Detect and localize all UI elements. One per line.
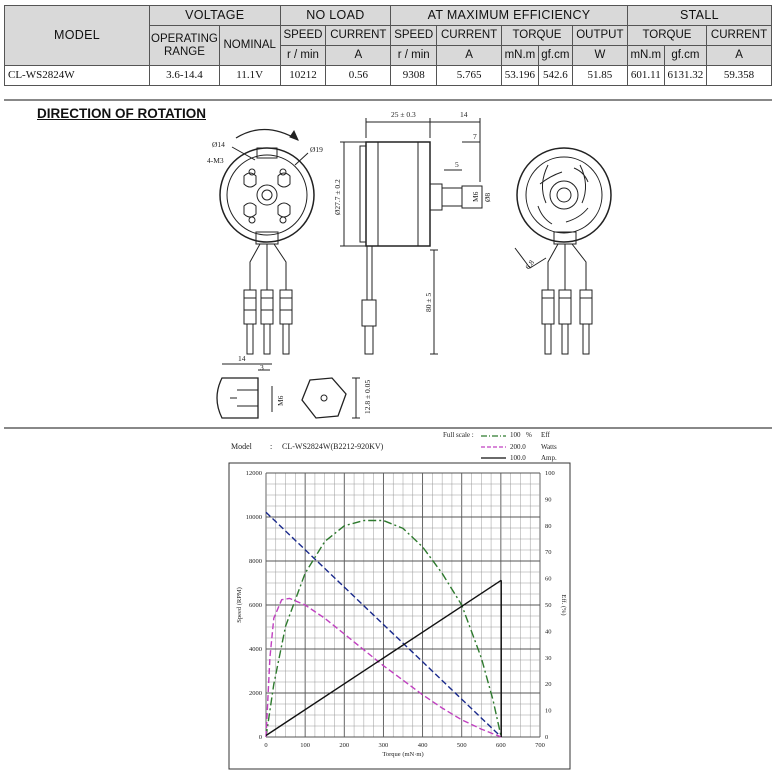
unit-a: A [437, 46, 502, 66]
hdr-model: MODEL [5, 6, 150, 66]
cell-me-torque-gfcm: 542.6 [538, 66, 572, 86]
unit-gfcm: gf.cm [664, 46, 706, 66]
cell-st-torque-mnm: 601.11 [627, 66, 664, 86]
hdr-st-torque: TORQUE [627, 26, 706, 46]
y-axis-label: Speed (RPM) [236, 587, 243, 623]
cell-nominal: 11.1V [219, 66, 280, 86]
amp-value: 100.0 [510, 454, 526, 462]
x-tick-label: 300 [378, 742, 389, 749]
full-scale-label: Full scale : [443, 431, 474, 439]
dim-l80: 80 ± 5 [424, 292, 433, 312]
hdr-me-current: CURRENT [437, 26, 502, 46]
unit-rpm: r / min [280, 46, 326, 66]
unit-a: A [326, 46, 391, 66]
x-tick-label: 500 [456, 742, 467, 749]
x-tick-label: 200 [339, 742, 350, 749]
unit-gfcm: gf.cm [538, 46, 572, 66]
y-tick-label: 10000 [245, 514, 262, 521]
direction-title: DIRECTION OF ROTATION [37, 106, 206, 121]
cell-st-current: 59.358 [707, 66, 772, 86]
x-tick-label: 600 [495, 742, 506, 749]
model-colon: : [270, 442, 273, 451]
y-tick-label: 12000 [245, 470, 262, 477]
y2-tick-label: 20 [545, 681, 552, 689]
dim-w25: 25 ± 0.3 [391, 110, 416, 119]
unit-a: A [707, 46, 772, 66]
dim-n3: 3 [260, 363, 264, 372]
model-label: Model [231, 442, 252, 451]
y-tick-label: 4000 [249, 646, 262, 653]
cell-operating-range: 3.6-14.4 [150, 66, 220, 86]
dim-w14: 14 [460, 110, 468, 119]
cell-me-current: 5.765 [437, 66, 502, 86]
unit-w: W [572, 46, 627, 66]
dim-d27: Ø27.7 ± 0.2 [333, 179, 342, 215]
eff-value: 100 [510, 431, 521, 439]
hdr-me-output: OUTPUT [572, 26, 627, 46]
dim-a68: 6.8 [523, 258, 537, 272]
y2-tick-label: 100 [545, 470, 555, 477]
hdr-max-eff: AT MAXIMUM EFFICIENCY [391, 6, 628, 26]
cell-nl-current: 0.56 [326, 66, 391, 86]
y2-tick-label: 80 [545, 522, 552, 530]
eff-unit: % [526, 431, 532, 439]
y-tick-label: 2000 [249, 690, 262, 697]
dim-d14: Ø14 [212, 140, 225, 149]
watts-value: 200.0 [510, 443, 526, 451]
hdr-st-current: CURRENT [707, 26, 772, 46]
unit-rpm: r / min [391, 46, 437, 66]
dim-nm6: M6 [276, 395, 285, 406]
dim-n14: 14 [238, 354, 246, 363]
dim-h12: 12.8 ± 0.05 [363, 379, 372, 414]
cell-model: CL-WS2824W [5, 66, 150, 86]
y2-tick-label: 10 [545, 707, 552, 715]
hdr-me-speed: SPEED [391, 26, 437, 46]
watts-name: Watts [541, 443, 557, 451]
y-tick-label: 8000 [249, 558, 262, 565]
y2-tick-label: 50 [545, 602, 552, 609]
y-tick-label: 6000 [249, 602, 262, 609]
y2-tick-label: 90 [545, 496, 552, 504]
dim-w7: 7 [473, 132, 477, 141]
cell-nl-speed: 10212 [280, 66, 326, 86]
y2-axis-label: Eff. (%) [560, 594, 567, 616]
cell-me-speed: 9308 [391, 66, 437, 86]
x-axis-label: Torque (mN·m) [382, 751, 424, 758]
cell-me-torque-mnm: 53.196 [502, 66, 539, 86]
model-value: CL-WS2824W(B2212-920KV) [282, 442, 384, 451]
y2-tick-label: 0 [545, 734, 549, 741]
dim-m6: M6 [471, 191, 480, 202]
y-tick-label: 0 [258, 734, 262, 741]
unit-mnm: mN.m [502, 46, 539, 66]
cell-st-torque-gfcm: 6131.32 [664, 66, 706, 86]
x-tick-label: 700 [535, 742, 545, 749]
hdr-voltage: VOLTAGE [150, 6, 281, 26]
x-tick-label: 100 [300, 742, 311, 749]
x-tick-label: 0 [264, 742, 268, 749]
hdr-stall: STALL [627, 6, 771, 26]
hdr-me-torque: TORQUE [502, 26, 573, 46]
y2-tick-label: 40 [545, 628, 552, 636]
hdr-nominal: NOMINAL [219, 26, 280, 66]
dim-m3: 4-M3 [207, 156, 224, 165]
hdr-nl-speed: SPEED [280, 26, 326, 46]
y2-tick-label: 30 [545, 654, 552, 662]
x-tick-label: 400 [417, 742, 428, 749]
hdr-nl-current: CURRENT [326, 26, 391, 46]
y2-tick-label: 60 [545, 575, 552, 583]
dim-d19: Ø19 [310, 145, 323, 154]
eff-name: Eff [541, 431, 550, 439]
amp-name: Amp. [541, 454, 557, 462]
unit-mnm: mN.m [627, 46, 664, 66]
dim-w5: 5 [455, 160, 459, 169]
dim-d8: Ø8 [483, 192, 492, 202]
y2-tick-label: 70 [545, 549, 552, 557]
hdr-no-load: NO LOAD [280, 6, 391, 26]
cell-me-output: 51.85 [572, 66, 627, 86]
hdr-operating-range: OPERATING RANGE [150, 26, 220, 66]
